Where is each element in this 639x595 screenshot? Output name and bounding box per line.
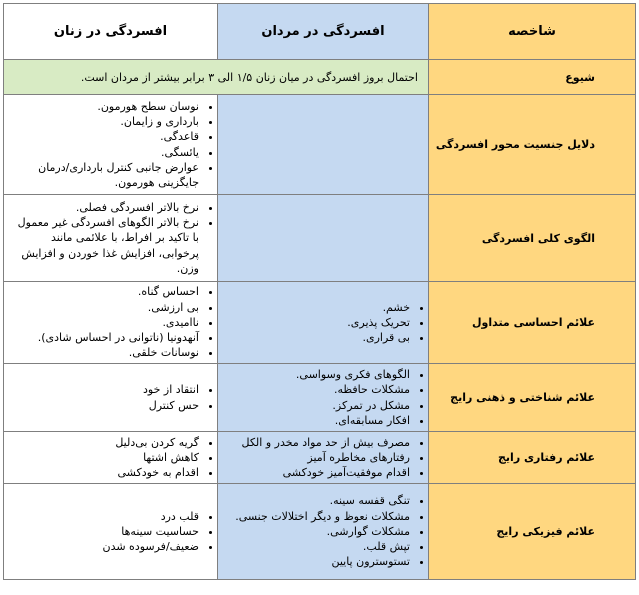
list-item: • مشکلات نعوظ و دیگر اختلالات جنسی. [222, 509, 410, 524]
men-list [218, 367, 428, 428]
header-indicator: شاخصه [429, 4, 636, 60]
list-item: • تپش قلب. [222, 539, 410, 554]
prevalence-text: احتمال بروز افسردگی در میان زنان ۱/۵ الی ۳ برابر بیشتر از مردان است. [4, 60, 429, 95]
list-item: • الگوهای فکری وسواسی. [222, 367, 410, 382]
table-row [4, 282, 636, 364]
men-list [218, 493, 428, 569]
list-item: • نرخ بالاتر الگوهای افسردگی غیر معمول با تاکید بر افراط، با علائمی مانند پرخوابی، افزایش غذا خوردن و افزایش وزن. [8, 215, 199, 276]
comparison-table-wrapper [3, 3, 636, 580]
list-item: • تنگی قفسه سینه. [222, 493, 410, 508]
women-list [4, 382, 217, 413]
list-item: • قلب درد [8, 509, 199, 524]
women-list [4, 200, 217, 276]
men-cell [218, 484, 429, 580]
women-cell [4, 432, 218, 484]
women-list [4, 509, 217, 555]
depression-comparison-table [3, 3, 636, 580]
table-row [4, 364, 636, 432]
row-label: علائم فیزیکی رایج [429, 484, 636, 580]
list-item: • نوسان سطح هورمون. [8, 99, 199, 114]
list-item: • عوارض جانبی کنترل بارداری/درمان جایگزینی هورمون. [8, 160, 199, 191]
prevalence-row [4, 60, 636, 95]
list-item: • بارداری و زایمان. [8, 114, 199, 129]
men-cell [218, 432, 429, 484]
list-item: • تستوسترون پایین [222, 554, 410, 569]
list-item: • تحریک پذیری. [222, 315, 410, 330]
list-item: • حساسیت سینه‌ها [8, 524, 199, 539]
list-item: • ناامیدی. [8, 315, 199, 330]
list-item: • کاهش اشتها [8, 450, 199, 465]
women-list [4, 99, 217, 191]
women-list [4, 284, 217, 360]
list-item: • احساس گناه. [8, 284, 199, 299]
row-label: دلایل جنسیت محور افسردگی [429, 95, 636, 195]
list-item: • ضعیف/فرسوده شدن [8, 539, 199, 554]
list-item: • مشکلات گوارشی. [222, 524, 410, 539]
list-item: • قاعدگی. [8, 129, 199, 144]
women-cell [4, 282, 218, 364]
list-item: • مصرف بیش از حد مواد مخدر و الکل [222, 435, 410, 450]
header-women: افسردگی در زنان [4, 4, 218, 60]
women-list [4, 435, 217, 481]
row-label: الگوی کلی افسردگی [429, 195, 636, 282]
women-cell [4, 484, 218, 580]
table-row [4, 432, 636, 484]
list-item: • نوسانات خلقی. [8, 345, 199, 360]
list-item: • اقدام به خودکشی [8, 465, 199, 480]
list-item: • رفتارهای مخاطره آمیز [222, 450, 410, 465]
men-cell [218, 364, 429, 432]
list-item: • مشکلات حافظه. [222, 382, 410, 397]
men-cell [218, 95, 429, 195]
table-row [4, 95, 636, 195]
men-list [218, 435, 428, 481]
men-cell [218, 195, 429, 282]
men-list [218, 300, 428, 346]
list-item: • انتقاد از خود [8, 382, 199, 397]
list-item: • بی ارزشی. [8, 300, 199, 315]
list-item: • بی قراری. [222, 330, 410, 345]
header-row [4, 4, 636, 60]
table-row [4, 195, 636, 282]
list-item: • حس کنترل [8, 398, 199, 413]
women-cell [4, 364, 218, 432]
row-label: علائم شناختی و ذهنی رایج [429, 364, 636, 432]
list-item: • اقدام موفقیت‌آمیز خودکشی [222, 465, 410, 480]
list-item: • افکار مسابقه‌ای. [222, 413, 410, 428]
table-row [4, 484, 636, 580]
header-men: افسردگی در مردان [218, 4, 429, 60]
list-item: • نرخ بالاتر افسردگی فصلی. [8, 200, 199, 215]
row-label: علائم رفتاری رایج [429, 432, 636, 484]
women-cell [4, 95, 218, 195]
list-item: • مشکل در تمرکز. [222, 398, 410, 413]
row-label: علائم احساسی متداول [429, 282, 636, 364]
prevalence-label: شیوع [429, 60, 636, 95]
women-cell [4, 195, 218, 282]
list-item: • گریه کردن بی‌دلیل [8, 435, 199, 450]
list-item: • یائسگی. [8, 145, 199, 160]
list-item: • خشم. [222, 300, 410, 315]
men-cell [218, 282, 429, 364]
list-item: • آنهدونیا (ناتوانی در احساس شادی). [8, 330, 199, 345]
